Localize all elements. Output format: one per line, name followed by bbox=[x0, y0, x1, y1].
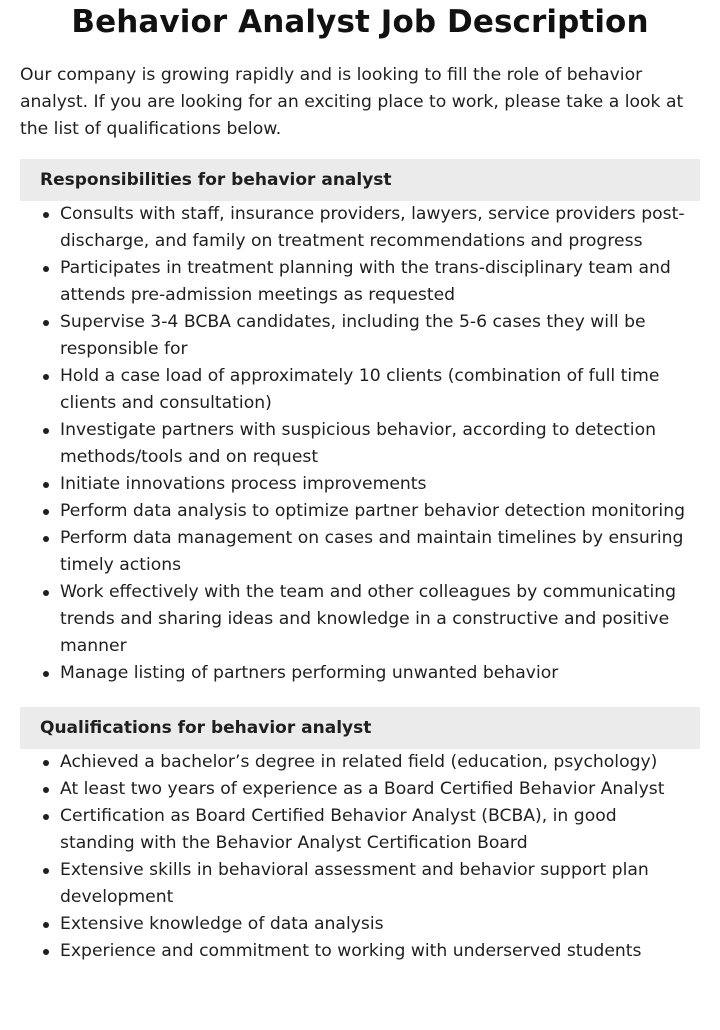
responsibility-item: Hold a case load of approximately 10 clients (combination of full time clients and consultation) bbox=[60, 363, 700, 417]
qualifications-section-header: Qualifications for behavior analyst bbox=[20, 707, 700, 749]
responsibility-item: Supervise 3-4 BCBA candidates, including the 5-6 cases they will be responsible for bbox=[60, 309, 700, 363]
qualifications-list bbox=[20, 749, 700, 965]
qualification-item: At least two years of experience as a Board Certified Behavior Analyst bbox=[60, 776, 700, 803]
responsibility-item: Participates in treatment planning with the trans-disciplinary team and attends pre-admission meetings as requested bbox=[60, 255, 700, 309]
qualification-item: Certification as Board Certified Behavior Analyst (BCBA), in good standing with the Behavior Analyst Certification Board bbox=[60, 803, 700, 857]
responsibility-item: Work effectively with the team and other colleagues by communicating trends and sharing ideas and knowledge in a constructive and positive manner bbox=[60, 579, 700, 660]
qualification-item: Extensive knowledge of data analysis bbox=[60, 911, 700, 938]
qualification-item: Extensive skills in behavioral assessment and behavior support plan development bbox=[60, 857, 700, 911]
responsibility-item: Investigate partners with suspicious behavior, according to detection methods/tools and on request bbox=[60, 417, 700, 471]
responsibilities-section-header: Responsibilities for behavior analyst bbox=[20, 159, 700, 201]
responsibility-item: Consults with staff, insurance providers, lawyers, service providers post-discharge, and family on treatment recommendations and progress bbox=[60, 201, 700, 255]
qualification-item: Achieved a bachelor’s degree in related field (education, psychology) bbox=[60, 749, 700, 776]
responsibility-item: Perform data management on cases and maintain timelines by ensuring timely actions bbox=[60, 525, 700, 579]
qualification-item: Experience and commitment to working with underserved students bbox=[60, 938, 700, 965]
responsibility-item: Initiate innovations process improvements bbox=[60, 471, 700, 498]
intro-paragraph: Our company is growing rapidly and is looking to fill the role of behavior analyst. If you are looking for an exciting place to work, please take a look at the list of qualifications below. bbox=[20, 65, 684, 139]
responsibilities-list bbox=[20, 201, 700, 687]
page-title: Behavior Analyst Job Description bbox=[71, 4, 649, 40]
responsibility-item: Perform data analysis to optimize partner behavior detection monitoring bbox=[60, 498, 700, 525]
responsibility-item: Manage listing of partners performing unwanted behavior bbox=[60, 660, 700, 687]
